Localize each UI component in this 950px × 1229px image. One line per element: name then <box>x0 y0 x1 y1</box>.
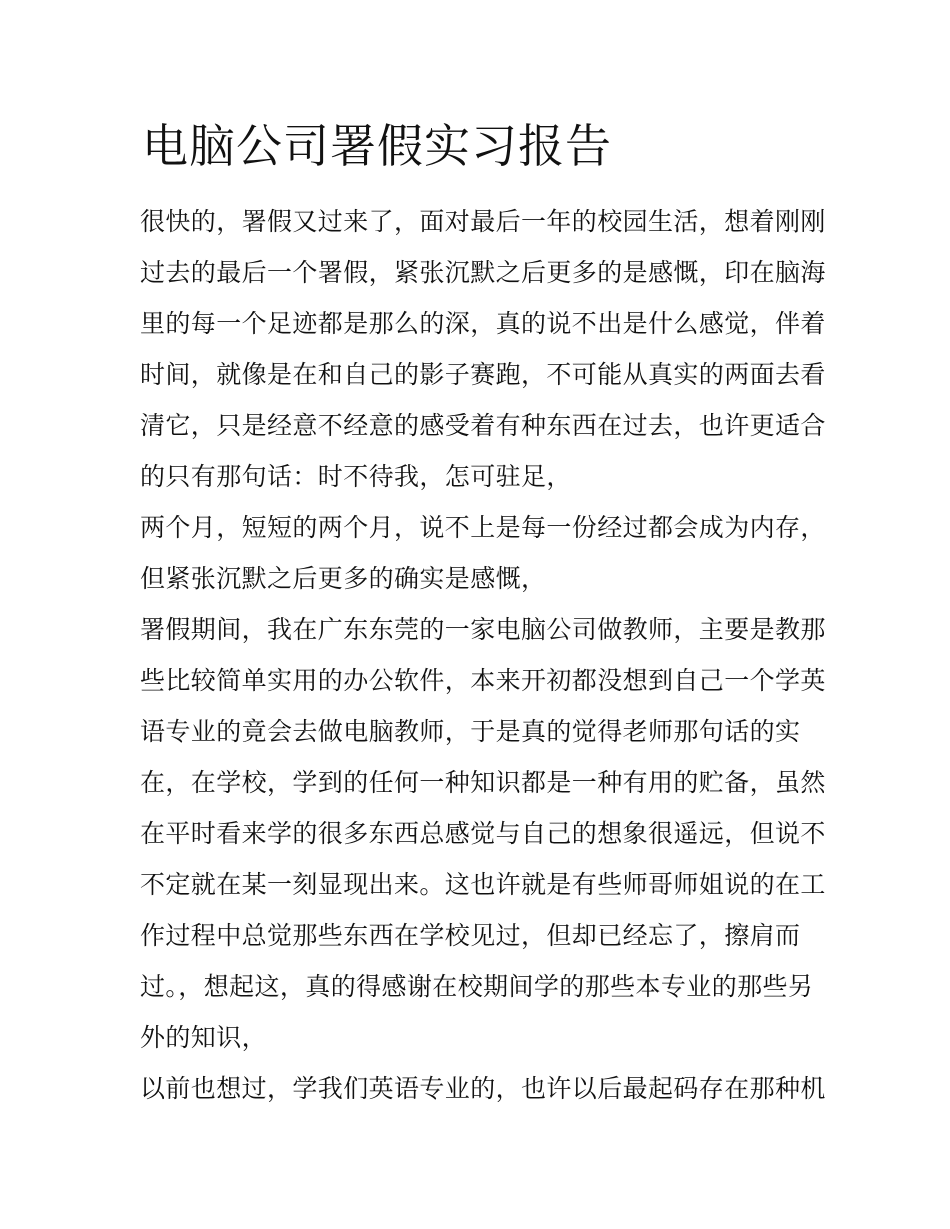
body-line: 作过程中总觉那些东西在学校见过，但却已经忘了，擦肩而 <box>140 921 801 950</box>
body-line: 两个月，短短的两个月，说不上是每一份经过都会成为内存， <box>140 513 826 542</box>
document-title: 电脑公司署假实习报告 <box>142 119 612 173</box>
body-line: 过。，想起这，真的得感谢在校期间学的那些本专业的那些另 <box>140 972 814 1001</box>
body-line: 不定就在某一刻显现出来。这也许就是有些师哥师姐说的在工 <box>140 870 826 899</box>
body-line: 很快的，署假又过来了，面对最后一年的校园生活，想着刚刚 <box>140 207 826 236</box>
body-line: 时间，就像是在和自己的影子赛跑，不可能从真实的两面去看 <box>140 360 826 389</box>
body-line: 里的每一个足迹都是那么的深，真的说不出是什么感觉，伴着 <box>140 309 826 338</box>
body-line: 些比较简单实用的办公软件，本来开初都没想到自己一个学英 <box>140 666 826 695</box>
body-line: 在，在学校，学到的任何一种知识都是一种有用的贮备，虽然 <box>140 768 826 797</box>
body-line: 但紧张沉默之后更多的确实是感慨， <box>140 564 547 593</box>
body-line: 以前也想过，学我们英语专业的，也许以后最起码存在那种机 <box>140 1074 826 1103</box>
body-line: 语专业的竟会去做电脑教师，于是真的觉得老师那句话的实 <box>140 717 801 746</box>
body-line: 清它，只是经意不经意的感受着有种东西在过去，也许更适合 <box>140 411 826 440</box>
body-line: 署假期间，我在广东东莞的一家电脑公司做教师，主要是教那 <box>140 615 826 644</box>
body-line: 在平时看来学的很多东西总感觉与自己的想象很遥远，但说不 <box>140 819 826 848</box>
body-line: 的只有那句话：时不待我，怎可驻足， <box>140 462 572 491</box>
body-line: 过去的最后一个署假，紧张沉默之后更多的是感慨，印在脑海 <box>140 258 826 287</box>
body-line: 外的知识， <box>140 1023 268 1052</box>
